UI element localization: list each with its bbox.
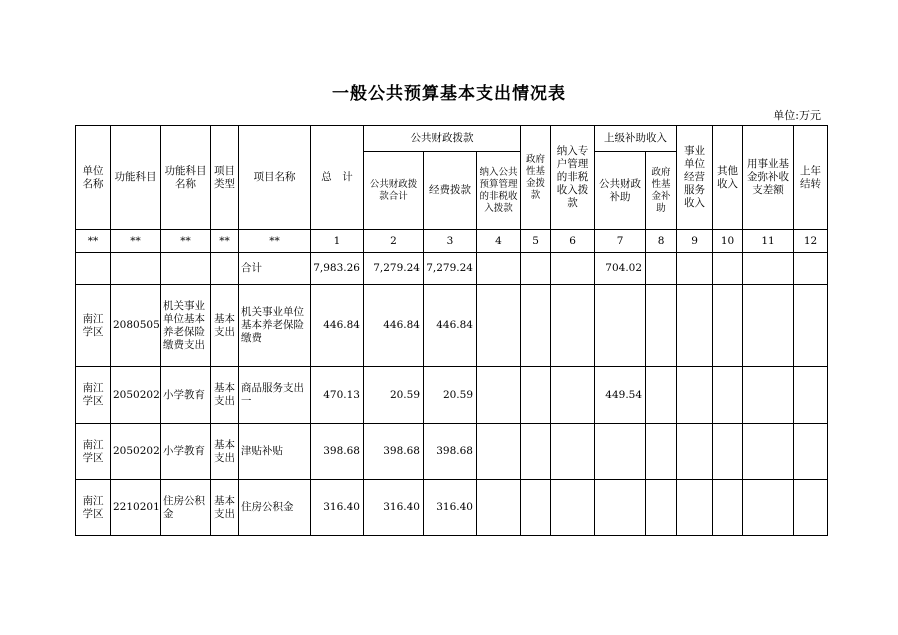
- cell: [111, 253, 161, 285]
- cell: [477, 424, 521, 480]
- cell: [646, 424, 677, 480]
- row-type: 基本支出: [211, 367, 239, 424]
- cell: [521, 253, 551, 285]
- index-cell: 11: [743, 230, 794, 253]
- cell: [713, 480, 743, 536]
- row-code: 2210201: [111, 480, 161, 536]
- cell: [794, 367, 828, 424]
- row-func-name: 住房公积金: [161, 480, 211, 536]
- index-cell: **: [239, 230, 311, 253]
- row-type: 基本支出: [211, 424, 239, 480]
- row-expense: 316.40: [424, 480, 477, 536]
- cell: [713, 285, 743, 367]
- cell: [677, 367, 713, 424]
- cell: [477, 480, 521, 536]
- header-carryover: 上年结转: [794, 126, 828, 230]
- index-cell: 7: [595, 230, 646, 253]
- cell: [794, 285, 828, 367]
- table-row: [76, 424, 828, 480]
- header-func-name: 功能科目名称: [161, 126, 211, 230]
- cell: [677, 480, 713, 536]
- index-cell: 10: [713, 230, 743, 253]
- cell: [743, 285, 794, 367]
- header-unit-name: 单位名称: [76, 126, 111, 230]
- index-cell: 5: [521, 230, 551, 253]
- index-cell: 8: [646, 230, 677, 253]
- row-func-name: 小学教育: [161, 424, 211, 480]
- cell: [646, 480, 677, 536]
- row-expense: 20.59: [424, 367, 477, 424]
- index-row: [76, 230, 828, 253]
- cell: [677, 424, 713, 480]
- row-item: 机关事业单位基本养老保险缴费: [239, 285, 311, 367]
- header-public-fin: 公共财政拨款: [364, 126, 521, 152]
- cell: [794, 424, 828, 480]
- cell: [713, 253, 743, 285]
- row-unit: 南江学区: [76, 424, 111, 480]
- cell: [521, 285, 551, 367]
- total-label: 合计: [239, 253, 311, 285]
- cell: [76, 253, 111, 285]
- row-total: 398.68: [311, 424, 364, 480]
- row-expense: 398.68: [424, 424, 477, 480]
- cell: [677, 285, 713, 367]
- index-cell: 12: [794, 230, 828, 253]
- cell: [713, 367, 743, 424]
- header-gov-fund: 政府性基金拨款: [521, 126, 551, 230]
- cell: [521, 480, 551, 536]
- row-total: 316.40: [311, 480, 364, 536]
- index-cell: 1: [311, 230, 364, 253]
- unit-label: 单位:万元: [773, 109, 821, 122]
- header-superior: 上级补助收入: [595, 126, 677, 152]
- cell: [743, 367, 794, 424]
- header-row-1: [76, 126, 828, 152]
- row-total: 446.84: [311, 285, 364, 367]
- row-type: 基本支出: [211, 480, 239, 536]
- header-func-code: 功能科目: [111, 126, 161, 230]
- row-public-fin: 398.68: [364, 424, 424, 480]
- row-sup-public: [595, 480, 646, 536]
- row-unit: 南江学区: [76, 285, 111, 367]
- row-code: 2080505: [111, 285, 161, 367]
- row-sup-public: 449.54: [595, 367, 646, 424]
- row-sup-public: [595, 285, 646, 367]
- header-special-non-tax: 纳入专户管理的非税收入拨款: [551, 126, 595, 230]
- cell: [743, 253, 794, 285]
- header-item-type: 项目类型: [211, 126, 239, 230]
- cell: [677, 253, 713, 285]
- index-cell: 4: [477, 230, 521, 253]
- row-expense: 446.84: [424, 285, 477, 367]
- row-item: 津贴补贴: [239, 424, 311, 480]
- index-cell: 2: [364, 230, 424, 253]
- cell: [551, 285, 595, 367]
- row-func-name: 小学教育: [161, 367, 211, 424]
- cell: [551, 367, 595, 424]
- table-row: [76, 480, 828, 536]
- cell: [794, 480, 828, 536]
- index-cell: **: [161, 230, 211, 253]
- cell: [161, 253, 211, 285]
- header-business-income: 事业单位经营服务收入: [677, 126, 713, 230]
- index-cell: 9: [677, 230, 713, 253]
- cell: [521, 424, 551, 480]
- row-code: 2050202: [111, 367, 161, 424]
- row-public-fin: 316.40: [364, 480, 424, 536]
- header-fund-balance: 用事业基金弥补收支差额: [743, 126, 794, 230]
- cell: [794, 253, 828, 285]
- row-public-fin: 446.84: [364, 285, 424, 367]
- row-code: 2050202: [111, 424, 161, 480]
- cell: [551, 253, 595, 285]
- header-expense: 经费拨款: [424, 152, 477, 230]
- row-public-fin: 20.59: [364, 367, 424, 424]
- cell: [477, 253, 521, 285]
- cell: [646, 285, 677, 367]
- index-cell: 6: [551, 230, 595, 253]
- header-public-fin-total: 公共财政拨款合计: [364, 152, 424, 230]
- cell: [713, 424, 743, 480]
- total-amount: 7,983.26: [311, 253, 364, 285]
- cell: [551, 480, 595, 536]
- total-public-fin: 7,279.24: [364, 253, 424, 285]
- row-type: 基本支出: [211, 285, 239, 367]
- total-row: [76, 253, 828, 285]
- header-total: 总 计: [311, 126, 364, 230]
- header-other-income: 其他收入: [713, 126, 743, 230]
- header-sup-public: 公共财政补助: [595, 152, 646, 230]
- total-sup-public: 704.02: [595, 253, 646, 285]
- cell: [477, 285, 521, 367]
- row-total: 470.13: [311, 367, 364, 424]
- row-func-name: 机关事业单位基本养老保险缴费支出: [161, 285, 211, 367]
- cell: [477, 367, 521, 424]
- cell: [521, 367, 551, 424]
- cell: [211, 253, 239, 285]
- header-non-tax: 纳入公共预算管理的非税收入拨款: [477, 152, 521, 230]
- cell: [743, 424, 794, 480]
- row-unit: 南江学区: [76, 367, 111, 424]
- cell: [646, 253, 677, 285]
- page-title: 一般公共预算基本支出情况表: [332, 84, 566, 104]
- row-sup-public: [595, 424, 646, 480]
- table-row: [76, 367, 828, 424]
- cell: [743, 480, 794, 536]
- total-expense: 7,279.24: [424, 253, 477, 285]
- row-unit: 南江学区: [76, 480, 111, 536]
- header-item-name: 项目名称: [239, 126, 311, 230]
- index-cell: **: [111, 230, 161, 253]
- cell: [646, 367, 677, 424]
- row-item: 商品服务支出一: [239, 367, 311, 424]
- budget-table: [75, 125, 828, 536]
- cell: [551, 424, 595, 480]
- header-sup-gov-fund: 政府性基金补助: [646, 152, 677, 230]
- index-cell: **: [211, 230, 239, 253]
- index-cell: 3: [424, 230, 477, 253]
- index-cell: **: [76, 230, 111, 253]
- table-row: [76, 285, 828, 367]
- row-item: 住房公积金: [239, 480, 311, 536]
